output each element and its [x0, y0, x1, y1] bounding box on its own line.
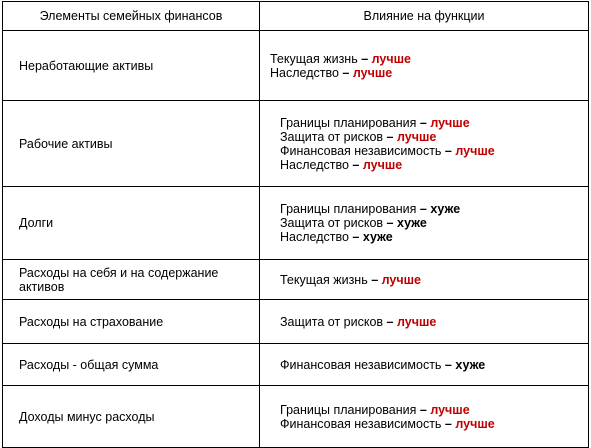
- impact-worse: хуже: [396, 216, 427, 230]
- table-row: [3, 344, 589, 386]
- impact-worse: хуже: [430, 202, 461, 216]
- function-name: Финансовая независимость: [280, 416, 442, 431]
- table-row: [3, 300, 589, 344]
- table-row: [3, 101, 589, 187]
- effect-item: [280, 417, 588, 431]
- effect-item: [280, 116, 588, 130]
- effect-item: [280, 158, 588, 172]
- effect-item: [270, 52, 588, 66]
- impact-better: лучше: [362, 157, 403, 172]
- function-name: Границы планирования: [280, 115, 417, 130]
- dash-separator: –: [444, 143, 452, 158]
- effects-list: [280, 403, 588, 431]
- function-name: Защита от рисков: [280, 129, 384, 144]
- impact-better: лучше: [371, 51, 411, 66]
- impact-cell: [260, 300, 589, 344]
- effects-list: [280, 273, 588, 287]
- dash-separator: –: [361, 51, 369, 66]
- effects-list: [280, 116, 588, 172]
- impact-better: лучше: [381, 272, 421, 287]
- table-row: [3, 31, 589, 101]
- impact-better: лучше: [396, 129, 437, 144]
- impact-better: лучше: [352, 65, 393, 80]
- finance-element-cell: Расходы - общая сумма: [3, 344, 260, 386]
- finance-element-cell: Долги: [3, 187, 260, 260]
- finance-element-cell: Доходы минус расходы: [3, 386, 260, 448]
- table-body: [3, 31, 589, 448]
- effect-item: [280, 273, 588, 287]
- impact-better: лучше: [455, 143, 495, 158]
- dash-separator: –: [386, 129, 394, 144]
- function-name: Наследство: [270, 65, 339, 80]
- dash-separator: –: [444, 357, 452, 372]
- header-impact: Влияние на функции: [260, 2, 589, 31]
- impact-worse: хуже: [362, 230, 393, 244]
- finance-element-cell: Расходы на страхование: [3, 300, 260, 344]
- impact-cell: [260, 187, 589, 260]
- effects-list: [280, 358, 588, 372]
- function-name: Финансовая независимость: [280, 143, 442, 158]
- effect-item: [280, 403, 588, 417]
- impact-better: лучше: [430, 402, 470, 417]
- impact-cell: [260, 260, 589, 300]
- dash-separator: –: [352, 157, 360, 172]
- effects-list: [280, 315, 588, 329]
- function-name: Наследство: [280, 230, 349, 244]
- function-name: Текущая жизнь: [280, 272, 368, 287]
- impact-cell: [260, 101, 589, 187]
- dash-separator: –: [352, 230, 360, 244]
- effect-item: [270, 66, 588, 80]
- dash-separator: –: [419, 402, 427, 417]
- table-row: [3, 260, 589, 300]
- dash-separator: –: [342, 65, 350, 80]
- dash-separator: –: [386, 216, 394, 230]
- table-row: [3, 386, 589, 448]
- effect-item: [280, 144, 588, 158]
- dash-separator: –: [419, 115, 427, 130]
- effect-item: [280, 202, 588, 216]
- dash-separator: –: [419, 202, 427, 216]
- function-name: Защита от рисков: [280, 314, 384, 329]
- impact-better: лучше: [396, 314, 437, 329]
- impact-cell: [260, 344, 589, 386]
- table-row: [3, 187, 589, 260]
- dash-separator: –: [444, 416, 452, 431]
- impact-better: лучше: [455, 416, 495, 431]
- finance-element-cell: Неработающие активы: [3, 31, 260, 101]
- effect-item: [280, 315, 588, 329]
- function-name: Границы планирования: [280, 202, 417, 216]
- impact-cell: [260, 386, 589, 448]
- impact-worse: хуже: [455, 357, 486, 372]
- function-name: Защита от рисков: [280, 216, 384, 230]
- function-name: Наследство: [280, 157, 349, 172]
- finance-element-cell: Рабочие активы: [3, 101, 260, 187]
- dash-separator: –: [371, 272, 379, 287]
- impact-better: лучше: [430, 115, 470, 130]
- function-name: Финансовая независимость: [280, 357, 442, 372]
- finance-functions-table: [2, 1, 589, 448]
- header-elements: Элементы семейных финансов: [3, 2, 260, 31]
- effect-item: [280, 216, 588, 230]
- function-name: Границы планирования: [280, 402, 417, 417]
- impact-cell: [260, 31, 589, 101]
- function-name: Текущая жизнь: [270, 51, 358, 66]
- table-header-row: [3, 2, 589, 31]
- effect-item: [280, 130, 588, 144]
- effects-list: [280, 202, 588, 244]
- effect-item: [280, 230, 588, 244]
- finance-element-cell: Расходы на себя и на содержание активов: [3, 260, 260, 300]
- dash-separator: –: [386, 314, 394, 329]
- effects-list: [270, 52, 588, 80]
- effect-item: [280, 358, 588, 372]
